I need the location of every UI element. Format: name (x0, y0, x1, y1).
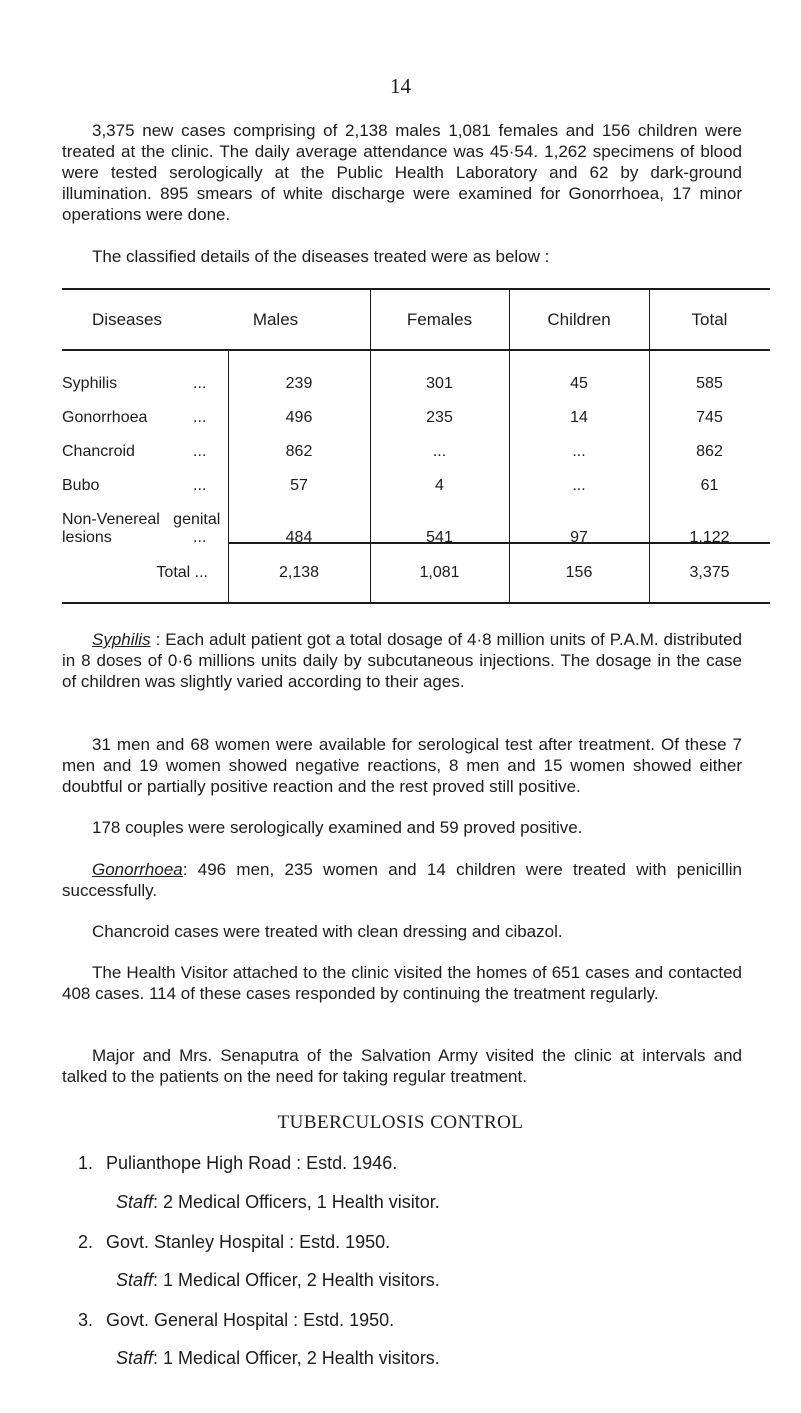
row-syphilis-males: 239 (285, 375, 313, 392)
row-nonvenereal-males: 484 (285, 529, 313, 546)
row-syphilis-dots: ... (193, 375, 207, 392)
row-syphilis-children: 45 (570, 375, 588, 392)
table-top-rule (62, 288, 770, 290)
row-gonorrhoea-females: 235 (426, 409, 453, 426)
row-bubo-children: ... (572, 477, 586, 494)
salvation-army-paragraph: Major and Mrs. Senaputra of the Salvation Army visited the clinic at intervals and talked to the patients on the need for taking regular treatment. (62, 1046, 742, 1086)
tb-item-1-staff-label: Staff (116, 1192, 154, 1212)
tb-item-1-number: 1. (78, 1153, 94, 1173)
tb-item-3-number: 3. (78, 1310, 94, 1330)
row-syphilis-females: 301 (426, 375, 453, 392)
row-syphilis-total: 585 (696, 375, 723, 392)
tb-item-3-staff-text: : 1 Medical Officer, 2 Health visitors. (153, 1348, 440, 1368)
row-chancroid-females: ... (432, 443, 447, 460)
tb-item-3-place: Govt. General Hospital : Estd. 1950. (106, 1310, 395, 1330)
chancroid-paragraph: Chancroid cases were treated with clean dressing and cibazol. (92, 922, 563, 941)
row-bubo-females: 4 (435, 477, 444, 494)
row-syphilis-disease: Syphilis (62, 375, 118, 392)
header-children: Children (547, 310, 611, 329)
health-visitor-paragraph: The Health Visitor attached to the clinic visited the homes of 651 cases and contacted 408 cases. 114 of these cases responded by continuing the treatment regularly. (62, 963, 742, 1003)
row-nonvenereal-disease-line1: Non-Venereal genital (62, 511, 221, 528)
tb-item-1-staff-text: : 2 Medical Officers, 1 Health visitor. (153, 1192, 440, 1212)
tb-item-2-staff (116, 1269, 440, 1291)
row-chancroid-children: ... (572, 443, 586, 460)
syphilis-text: : Each adult patient got a total dosage of 4·8 million units of P.A.M. distributed in 8 doses of 0·6 millions units daily by subcutaneous injections. The dosage in the case of children was slightly varied according to their ages. (62, 630, 742, 691)
syphilis-paragraph (62, 629, 742, 692)
tb-item-1-staff (116, 1191, 440, 1213)
tb-item-3-staff-label: Staff (116, 1348, 154, 1368)
tb-item-2-staff-text: : 1 Medical Officer, 2 Health visitors. (153, 1270, 440, 1290)
row-nonvenereal-dots: ... (193, 529, 207, 546)
row-gonorrhoea-males: 496 (285, 409, 313, 426)
row-chancroid-dots: ... (193, 443, 207, 460)
tb-item-1-place: Pulianthope High Road : Estd. 1946. (106, 1153, 398, 1173)
tb-section-title: TUBERCULOSIS CONTROL (277, 1112, 524, 1133)
header-males: Males (252, 310, 299, 329)
tb-item-2-staff-label: Staff (116, 1270, 154, 1290)
tb-item-2-place: Govt. Stanley Hospital : Estd. 1950. (106, 1232, 391, 1252)
tb-item-2-number: 2. (78, 1232, 94, 1252)
row-gonorrhoea-children: 14 (570, 409, 588, 426)
syphilis-label: Syphilis (92, 630, 151, 649)
row-gonorrhoea-total: 745 (696, 409, 723, 426)
row-chancroid-disease: Chancroid (62, 443, 135, 460)
total-row-females: 1,081 (419, 564, 460, 581)
row-nonvenereal-females: 541 (426, 529, 453, 546)
intro-paragraph: 3,375 new cases comprising of 2,138 males 1,081 females and 156 children were treated at the clinic. The daily average attendance was 45·54. 1,262 specimens of blood were tested serologically at the Public Health Laboratory and 62 by dark-ground illumination. 895 smears of white discharge were examined for Gonorrhoea, 17 minor operations were done. (62, 121, 742, 224)
couples-paragraph: 178 couples were serologically examined and 59 proved positive. (92, 818, 583, 837)
tb-item-3-staff (116, 1347, 440, 1369)
row-bubo-dots: ... (193, 477, 207, 494)
table-header-rule (62, 349, 770, 351)
total-row-label: Total ... (156, 564, 208, 581)
gonorrhoea-paragraph (62, 859, 742, 901)
row-gonorrhoea-dots: ... (193, 409, 207, 426)
gonorrhoea-label: Gonorrhoea (92, 860, 183, 879)
header-total: Total (691, 310, 728, 329)
row-nonvenereal-children: 97 (570, 529, 588, 546)
row-nonvenereal-total: 1,122 (689, 529, 730, 546)
diseases-table (62, 288, 770, 604)
total-row-children: 156 (565, 564, 593, 581)
header-diseases: Diseases (92, 310, 162, 329)
row-chancroid-males: 862 (285, 443, 313, 460)
page-number: 14 (390, 74, 411, 98)
row-bubo-total: 61 (700, 477, 719, 494)
table-intro: The classified details of the diseases treated were as below : (92, 247, 550, 266)
row-nonvenereal-disease-line2: lesions (62, 529, 112, 546)
gonorrhoea-text: : 496 men, 235 women and 14 children were treated with penicillin successfully. (62, 860, 742, 900)
total-row-males: 2,138 (278, 564, 320, 581)
total-row-total: 3,375 (689, 564, 730, 581)
serological-paragraph: 31 men and 68 women were available for serological test after treatment. Of these 7 men and 19 women showed negative reactions, 8 men and 15 women showed either doubtful or partially positive reaction and the rest proved still positive. (62, 735, 742, 796)
header-females: Females (406, 310, 473, 329)
table-bottom-rule (62, 602, 770, 604)
row-bubo-males: 57 (290, 477, 308, 494)
row-chancroid-total: 862 (696, 443, 723, 460)
row-bubo-disease: Bubo (62, 477, 100, 494)
row-gonorrhoea-disease: Gonorrhoea (62, 409, 148, 426)
